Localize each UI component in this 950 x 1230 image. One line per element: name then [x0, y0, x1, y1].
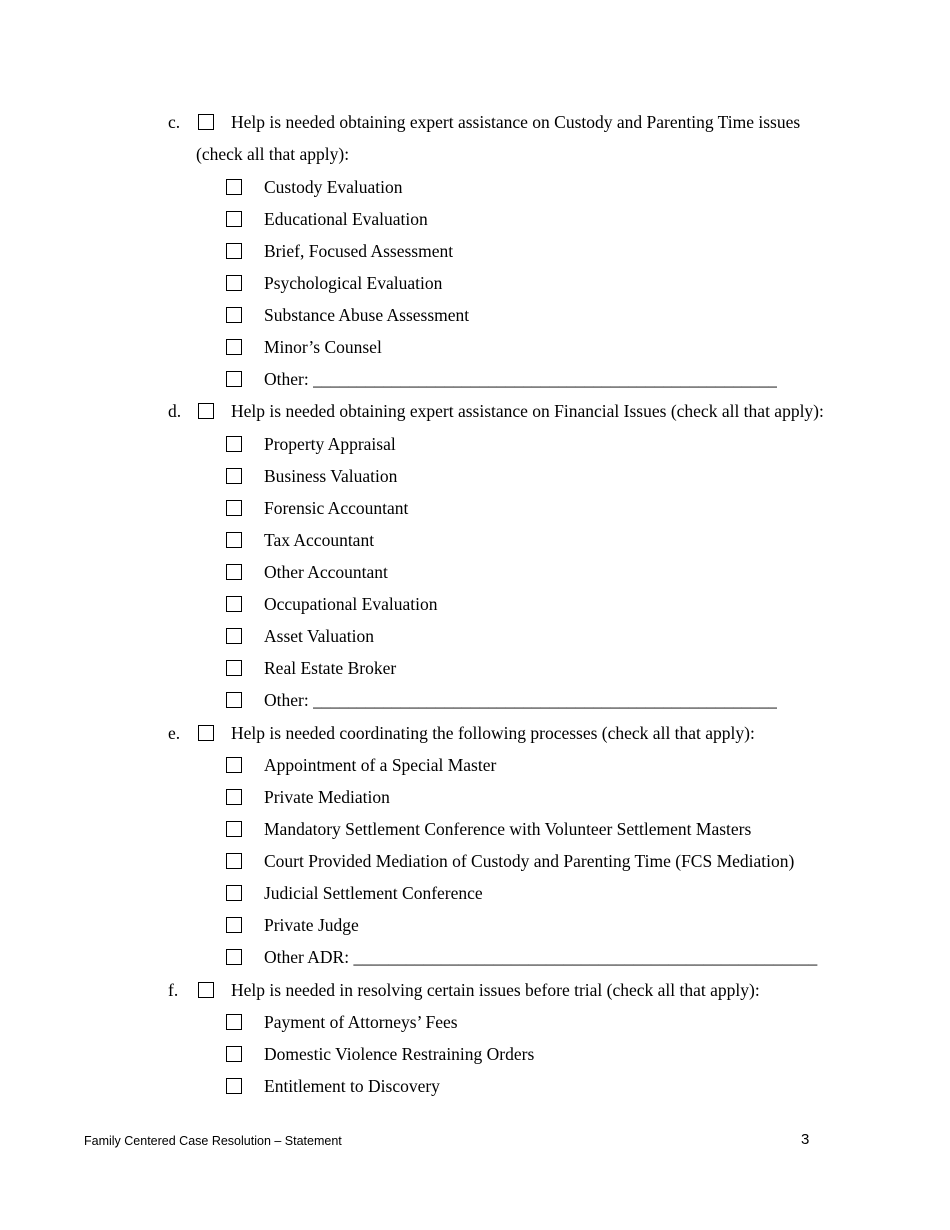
option-label: Custody Evaluation — [264, 176, 403, 197]
section-letter: f. — [168, 979, 179, 1000]
option-label: Asset Valuation — [264, 625, 375, 646]
option-checkbox[interactable] — [226, 1078, 242, 1094]
option-checkbox[interactable] — [226, 564, 242, 580]
option-checkbox[interactable] — [226, 789, 242, 805]
other-field[interactable]: Other: _____________________________________________________ — [264, 689, 777, 710]
section-e-checkbox[interactable] — [198, 725, 214, 741]
option-label: Other Accountant — [264, 561, 388, 582]
option-label: Appointment of a Special Master — [264, 754, 497, 775]
option-checkbox[interactable] — [226, 757, 242, 773]
option-checkbox[interactable] — [226, 468, 242, 484]
option-label: Private Mediation — [264, 786, 390, 807]
section-c-continuation-text: (check all that apply): — [196, 143, 350, 164]
page-number: 3 — [801, 1131, 810, 1148]
option-checkbox[interactable] — [226, 275, 242, 291]
option-checkbox[interactable] — [226, 821, 242, 837]
option-checkbox[interactable] — [226, 307, 242, 323]
option-label: Tax Accountant — [264, 529, 375, 550]
option-checkbox[interactable] — [226, 692, 242, 708]
option-label: Brief, Focused Assessment — [264, 240, 454, 261]
option-checkbox[interactable] — [226, 243, 242, 259]
option-checkbox[interactable] — [226, 885, 242, 901]
option-label: Property Appraisal — [264, 433, 396, 454]
option-label: Payment of Attorneys’ Fees — [264, 1011, 458, 1032]
option-checkbox[interactable] — [226, 532, 242, 548]
other-field[interactable]: Other ADR: _____________________________________________________ — [264, 946, 818, 967]
section-d-checkbox[interactable] — [198, 403, 214, 419]
option-checkbox[interactable] — [226, 596, 242, 612]
option-checkbox[interactable] — [226, 371, 242, 387]
option-checkbox[interactable] — [226, 949, 242, 965]
option-label: Private Judge — [264, 914, 359, 935]
option-label: Psychological Evaluation — [264, 272, 443, 293]
section-letter: d. — [168, 400, 182, 421]
option-label: Court Provided Mediation of Custody and Parenting Time (FCS Mediation) — [264, 850, 795, 871]
option-checkbox[interactable] — [226, 1014, 242, 1030]
option-label: Entitlement to Discovery — [264, 1075, 440, 1096]
other-field[interactable]: Other: _____________________________________________________ — [264, 368, 777, 389]
option-label: Real Estate Broker — [264, 657, 397, 678]
section-e-label: Help is needed coordinating the following processes (check all that apply): — [231, 722, 755, 743]
option-label: Minor’s Counsel — [264, 336, 382, 357]
option-checkbox[interactable] — [226, 628, 242, 644]
option-checkbox[interactable] — [226, 660, 242, 676]
option-label: Forensic Accountant — [264, 497, 409, 518]
option-checkbox[interactable] — [226, 917, 242, 933]
option-label: Judicial Settlement Conference — [264, 882, 483, 903]
footer-title: Family Centered Case Resolution – Statement — [84, 1134, 342, 1148]
option-checkbox[interactable] — [226, 1046, 242, 1062]
option-label: Business Valuation — [264, 465, 398, 486]
option-checkbox[interactable] — [226, 339, 242, 355]
option-checkbox[interactable] — [226, 853, 242, 869]
section-d-label: Help is needed obtaining expert assistance on Financial Issues (check all that apply): — [231, 400, 824, 421]
option-label: Substance Abuse Assessment — [264, 304, 470, 325]
section-letter: c. — [168, 111, 181, 132]
option-label: Domestic Violence Restraining Orders — [264, 1043, 535, 1064]
section-letter: e. — [168, 722, 181, 743]
option-checkbox[interactable] — [226, 436, 242, 452]
option-checkbox[interactable] — [226, 211, 242, 227]
option-label: Mandatory Settlement Conference with Volunteer Settlement Masters — [264, 818, 752, 839]
section-c-checkbox[interactable] — [198, 114, 214, 130]
option-label: Educational Evaluation — [264, 208, 428, 229]
option-label: Occupational Evaluation — [264, 593, 438, 614]
option-checkbox[interactable] — [226, 179, 242, 195]
section-f-checkbox[interactable] — [198, 982, 214, 998]
option-checkbox[interactable] — [226, 500, 242, 516]
section-f-label: Help is needed in resolving certain issues before trial (check all that apply): — [231, 979, 760, 1000]
section-c-label: Help is needed obtaining expert assistance on Custody and Parenting Time issues — [231, 111, 801, 132]
